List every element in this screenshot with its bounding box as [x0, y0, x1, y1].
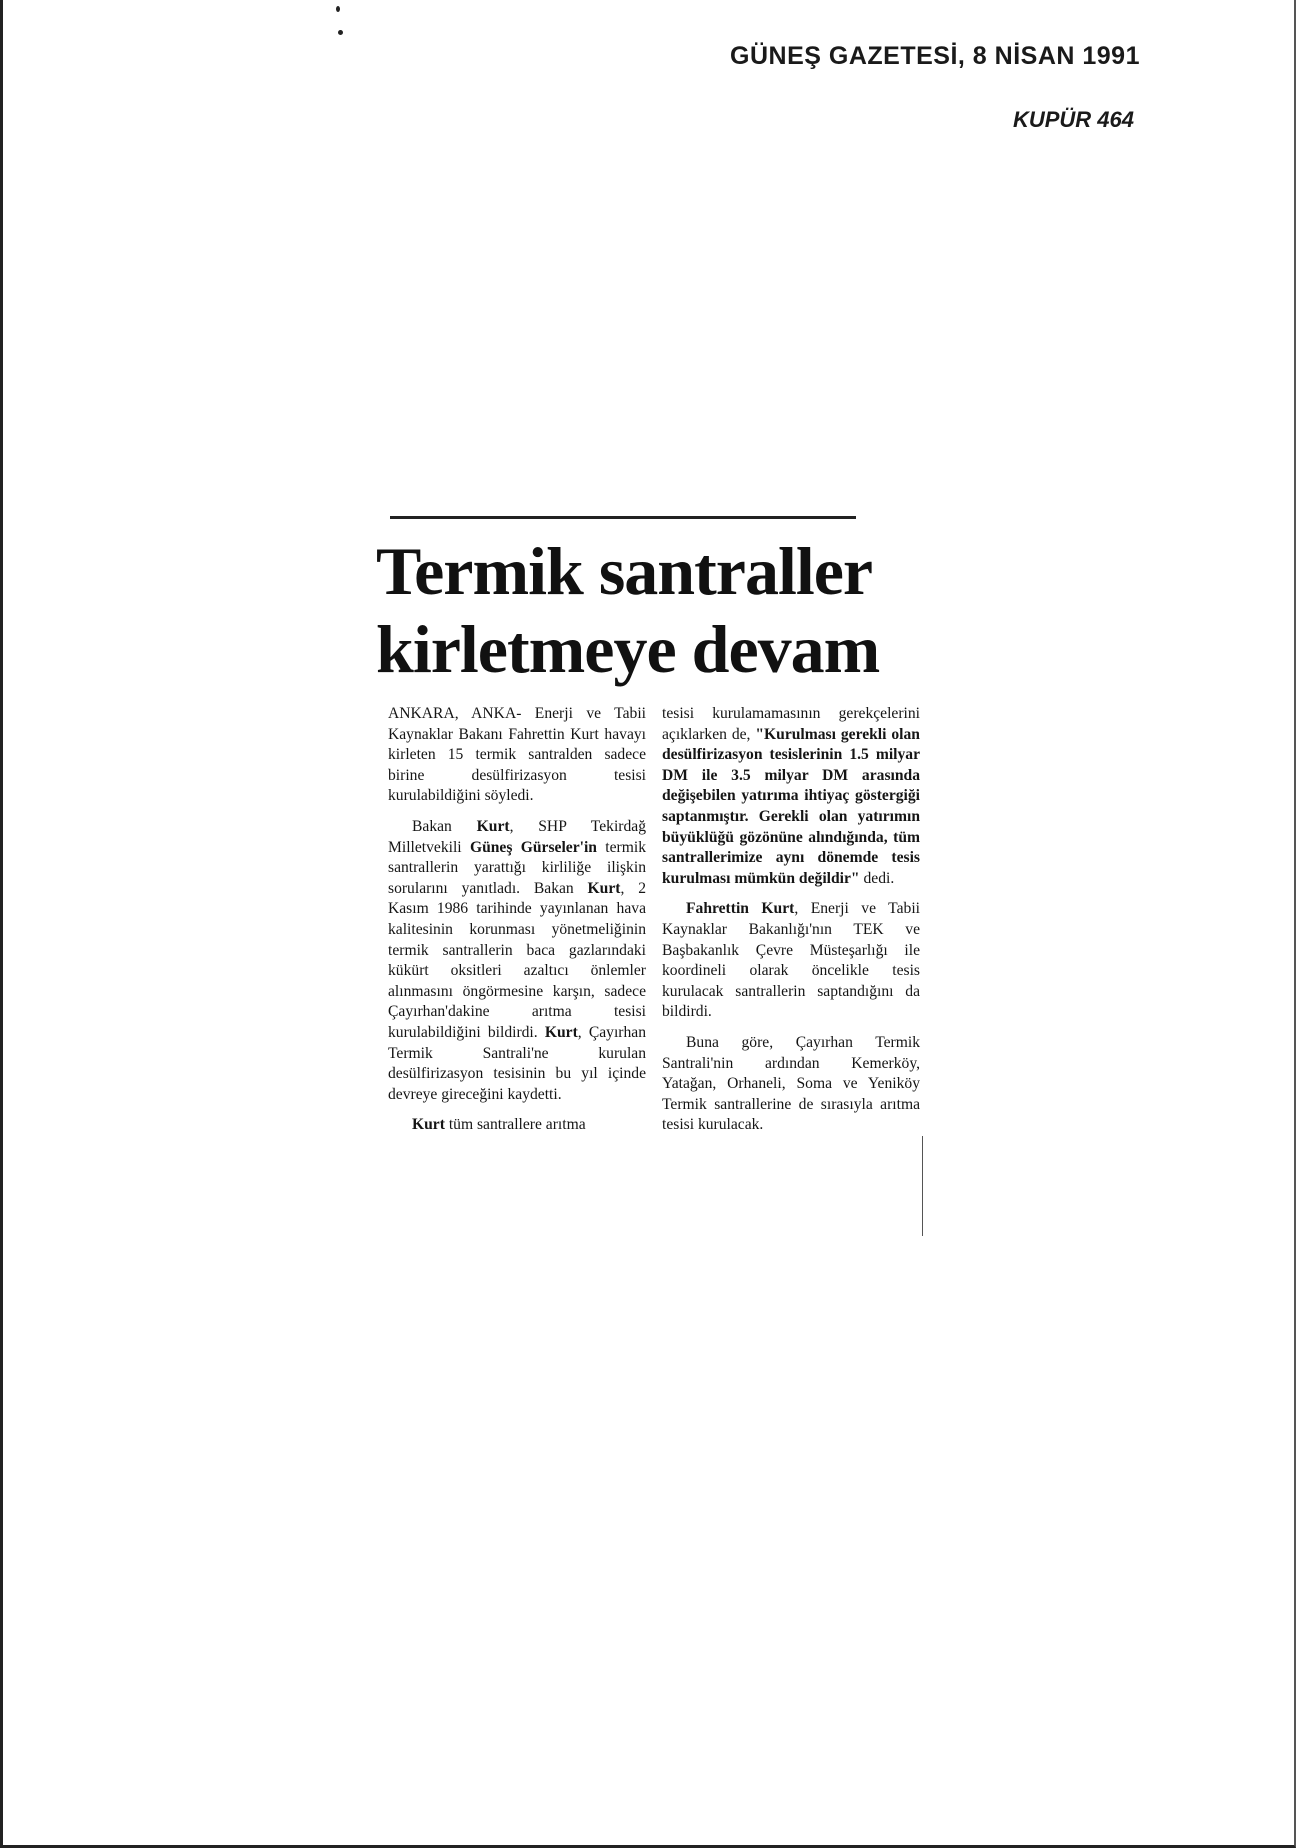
text-run: tüm santrallere arıtma	[444, 1116, 586, 1134]
paragraph	[388, 817, 646, 1105]
text-run: , Enerji ve Tabii Kaynaklar Bakanlığı'nın TEK ve Başbakanlık Çevre Müsteşarlığı ile koordineli olarak öncelikle tesis kurulacak santrallerin saptandığını da bildirdi.	[662, 900, 921, 1021]
paragraph	[662, 704, 920, 889]
bold-text: Kurt	[476, 817, 510, 835]
article-column-left	[388, 704, 646, 1146]
bold-text: Kurt	[544, 1023, 578, 1041]
clipping-top-rule	[390, 516, 856, 519]
clipping-edge	[922, 1136, 923, 1236]
text-run: Bakan	[412, 817, 477, 835]
text-run: tesisi kurulamamasının gerekçelerini açıklarken de,	[662, 705, 920, 743]
paragraph: Buna göre, Çayırhan Termik Santrali'nin ardından Kemerköy, Yatağan, Orhaneli, Soma ve Yeniköy Termik santrallerine de sırasıyla arıtma tesisi kurulacak.	[662, 1033, 920, 1134]
newspaper-source-date: GÜNEŞ GAZETESİ, 8 NİSAN 1991	[730, 42, 1140, 70]
bold-text: Fahrettin Kurt	[686, 900, 795, 918]
headline-line-1: Termik santraller	[376, 533, 873, 609]
bold-quote: "Kurulması gerekli olan desülfirizasyon tesislerinin 1.5 milyar DM ile 3.5 milyar DM arasında değişebilen yatırıma ihtiyaç göstergiği saptanmıştır. Gerekli olan yatırımın büyüklüğü gözönüne alındığında, tüm santrallerimize aynı dönemde tesis kurulması mümkün değildir"	[662, 725, 920, 887]
paragraph	[662, 899, 920, 1023]
paragraph: ANKARA, ANKA- Enerji ve Tabii Kaynaklar Bakanı Fahrettin Kurt havayı kirleten 15 termik santralden sadece birine desülfirizasyon tesisi kurulabildiğini söyledi.	[388, 705, 646, 805]
headline-line-2: kirletmeye devam	[376, 611, 880, 687]
scan-speck	[336, 6, 340, 12]
bold-text: Kurt	[412, 1116, 445, 1134]
paragraph	[388, 1115, 646, 1136]
bold-text: Kurt	[587, 879, 621, 897]
article-column-right	[662, 704, 920, 1146]
scan-speck	[338, 30, 343, 35]
clipping-number: KUPÜR 464	[1012, 107, 1134, 132]
bold-text: Güneş Gürseler'in	[469, 838, 597, 856]
text-run: , 2 Kasım 1986 tarihinde yayınlanan hava kalitesinin korunması yönetmeliğinin termik santrallerin baca gazlarındaki kükürt oksitleri azaltıcı önlemler alınmasını öngörmesine karşın, sadece Çayırhan'dakine arıtma tesisi kurulabildiğini bildirdi.	[388, 879, 646, 1041]
text-run: , Çayırhan Termik Santrali'ne kurulan desülfirizasyon tesisinin bu yıl içinde devreye gireceğini kaydetti.	[388, 1023, 646, 1103]
text-run: , SHP Tekirdağ Milletvekili	[388, 817, 646, 856]
newspaper-clipping	[376, 516, 928, 1238]
article-headline	[376, 532, 928, 688]
text-run: termik santrallerin yarattığı kirliliğe ilişkin sorularını yanıtladı. Bakan	[388, 838, 646, 897]
text-run: dedi.	[859, 869, 895, 887]
